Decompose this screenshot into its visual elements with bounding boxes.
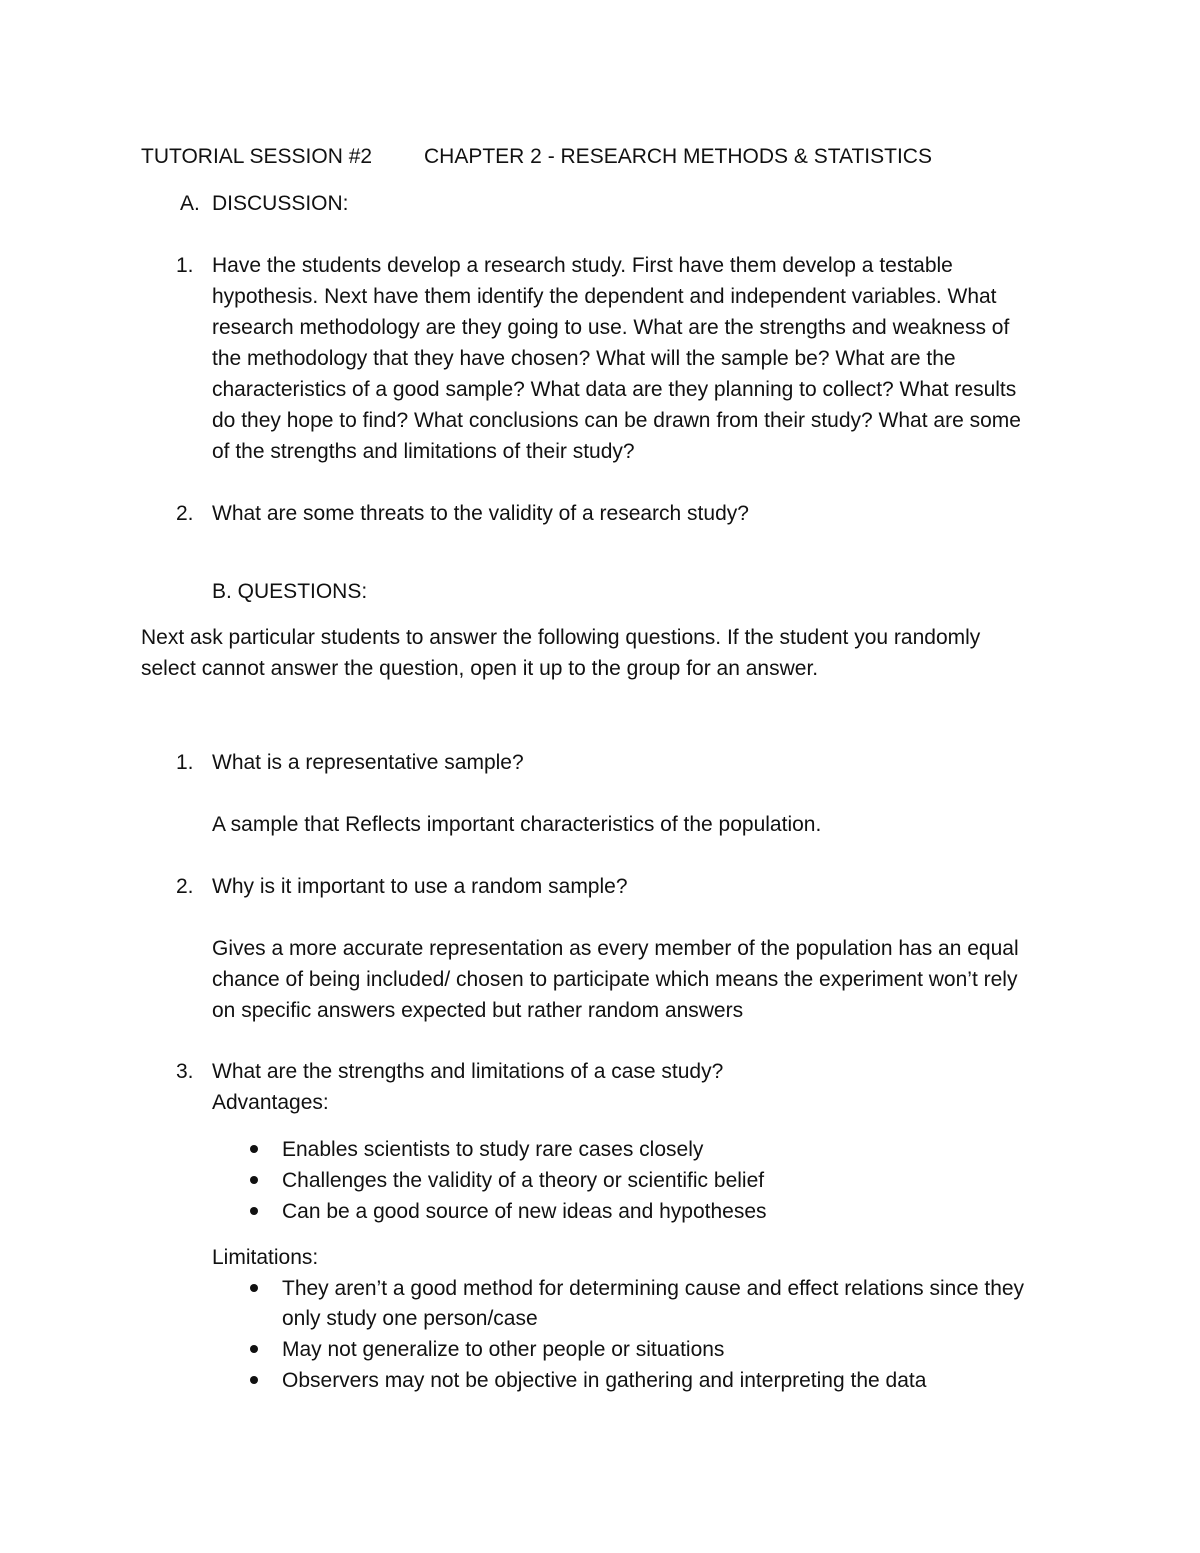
discussion-item-number: 2. — [176, 502, 194, 525]
discussion-item-line: do they hope to find? What conclusions can be drawn from their study? What are some — [212, 409, 1021, 432]
question-number: 1. — [176, 751, 194, 774]
discussion-item-line: the methodology that they have chosen? What will the sample be? What are the — [212, 347, 956, 370]
limitation-item: May not generalize to other people or situations — [282, 1338, 725, 1361]
limitation-item: They aren’t a good method for determining cause and effect relations since they — [282, 1277, 1025, 1300]
question-text: What is a representative sample? — [212, 751, 524, 774]
discussion-item-line: of the strengths and limitations of their study? — [212, 440, 635, 463]
advantages-label: Advantages: — [212, 1091, 329, 1114]
bullet-icon — [250, 1207, 258, 1215]
bullet-icon — [250, 1345, 258, 1353]
session-title: TUTORIAL SESSION #2 — [141, 145, 373, 168]
bullet-icon — [250, 1176, 258, 1184]
bullet-icon — [250, 1376, 258, 1384]
chapter-title: CHAPTER 2 - RESEARCH METHODS & STATISTICS — [424, 145, 932, 168]
question-text: What are the strengths and limitations of a case study? — [212, 1060, 724, 1083]
limitation-item: Observers may not be objective in gathering and interpreting the data — [282, 1369, 927, 1392]
bullet-icon — [250, 1284, 258, 1292]
discussion-item-line: characteristics of a good sample? What data are they planning to collect? What results — [212, 378, 1017, 401]
limitations-label: Limitations: — [212, 1246, 319, 1269]
answer-line: chance of being included/ chosen to participate which means the experiment won’t rely — [212, 968, 1018, 991]
answer-line: A sample that Reflects important characteristics of the population. — [212, 813, 822, 836]
answer-line: on specific answers expected but rather random answers — [212, 999, 744, 1022]
question-number: 3. — [176, 1060, 194, 1083]
discussion-item-line: hypothesis. Next have them identify the dependent and independent variables. What — [212, 285, 997, 308]
section-a-marker: A. — [180, 192, 200, 215]
advantage-item: Can be a good source of new ideas and hypotheses — [282, 1200, 767, 1223]
answer-line: Gives a more accurate representation as every member of the population has an equal — [212, 937, 1019, 960]
bullet-icon — [250, 1145, 258, 1153]
discussion-item-line: What are some threats to the validity of a research study? — [212, 502, 749, 525]
discussion-item-line: Have the students develop a research study. First have them develop a testable — [212, 254, 953, 277]
advantage-item: Challenges the validity of a theory or scientific belief — [282, 1169, 765, 1192]
advantage-item: Enables scientists to study rare cases closely — [282, 1138, 704, 1161]
discussion-item-line: research methodology are they going to use. What are the strengths and weakness of — [212, 316, 1010, 339]
questions-intro-line: select cannot answer the question, open it up to the group for an answer. — [141, 657, 819, 680]
question-number: 2. — [176, 875, 194, 898]
questions-intro-line: Next ask particular students to answer the following questions. If the student you randomly — [141, 626, 981, 649]
discussion-heading: DISCUSSION: — [212, 192, 349, 215]
discussion-item-number: 1. — [176, 254, 194, 277]
question-text: Why is it important to use a random sample? — [212, 875, 628, 898]
questions-heading: B. QUESTIONS: — [212, 580, 368, 603]
limitation-item: only study one person/case — [282, 1307, 538, 1330]
